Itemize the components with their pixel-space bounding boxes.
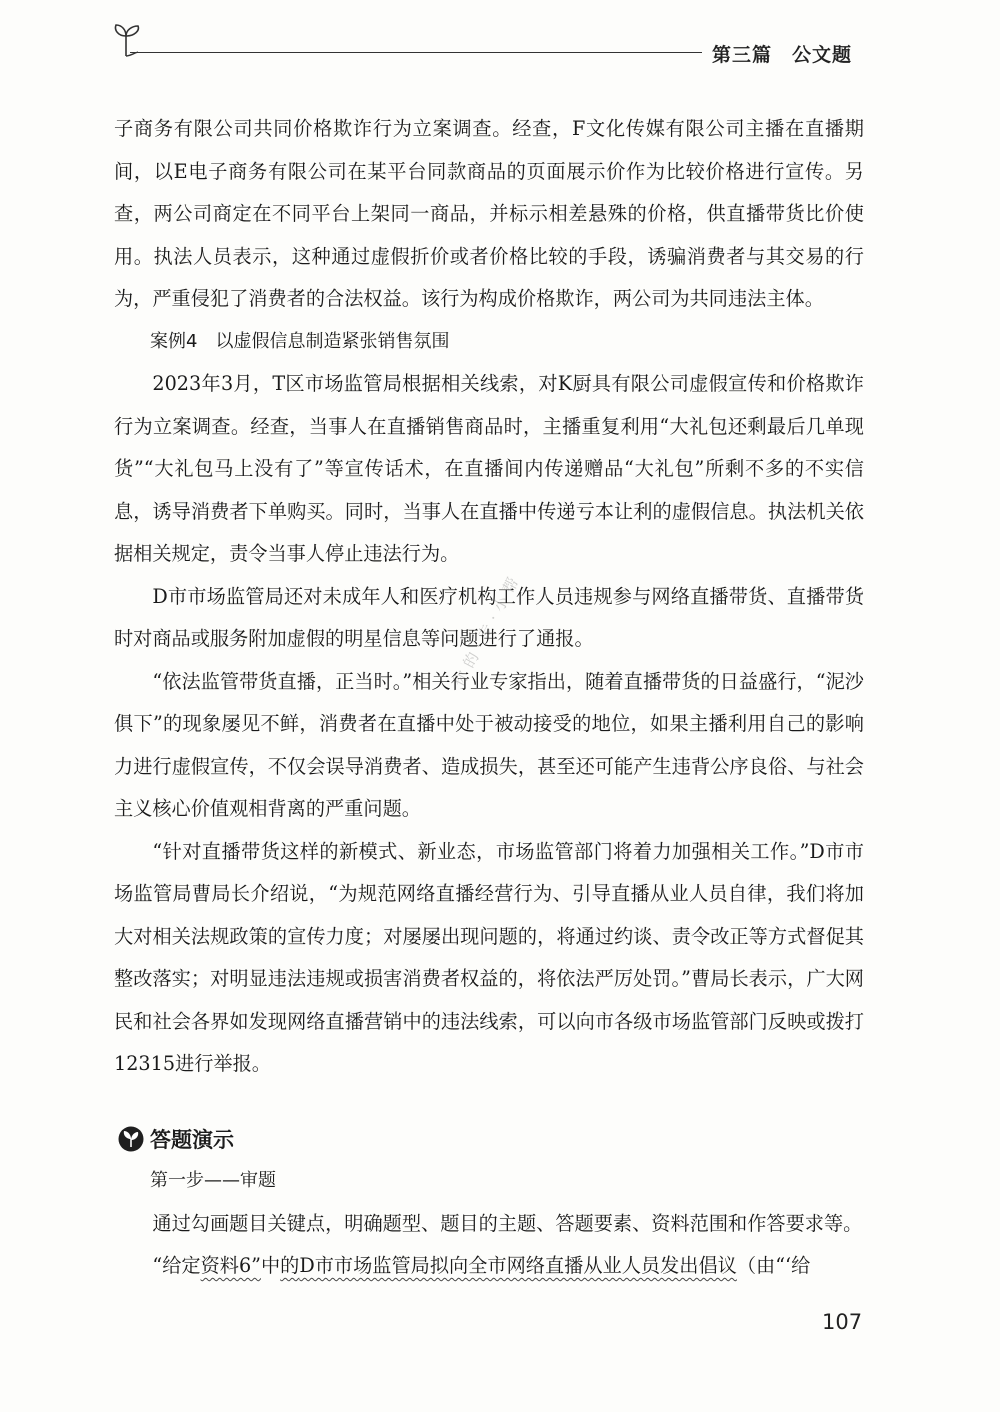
- section-header: 第三篇 公文题: [712, 44, 853, 66]
- paragraph: “针对直播带货这样的新模式、新业态，市场监管部门将着力加强相关工作。”D市市场监管局曹局长介绍说，“为规范网络直播经营行为、引导直播从业人员自律，我们将加大对相关法规政策的宣传力度；对屡屡出现问题的，将通过约谈、责令改正等方式督促其整改落实；对明显违法违规或损害消费者权益的，将依法严厉处罚。”曹局长表示，广大网民和社会各界如发现网络直播营销中的违法线索，可以向市各级市场监管部门反映或拨打12315进行举报。: [114, 839, 864, 1075]
- page-number: 107: [822, 1310, 863, 1334]
- body-text: [114, 108, 864, 1086]
- step-title: 第一步——审题: [150, 1170, 276, 1191]
- steps: [114, 1160, 864, 1288]
- quote-line: [114, 1245, 864, 1288]
- case-heading: 案例4 以虚假信息制造紧张销售氛围: [150, 330, 450, 352]
- paragraph: “依法监管带货直播，正当时。”相关行业专家指出，随着直播带货的日益盛行，“泥沙俱下”的现象屡见不鲜，消费者在直播中处于被动接受的地位，如果主播利用自己的影响力进行虚假宣传，不仅会误导消费者、造成损失，甚至还可能产生违背公序良俗、与社会主义核心价值观相背离的严重问题。: [114, 669, 864, 820]
- step-text: 通过勾画题目关键点，明确题型、题目的主题、答题要素、资料范围和作答要求等。: [152, 1211, 863, 1235]
- paragraph: D市市场监管局还对未成年人和医疗机构工作人员违规参与网络直播带货、直播带货时对商品或服务附加虚假的明星信息等问题进行了通报。: [114, 584, 864, 650]
- quote-part: 中: [260, 1254, 281, 1277]
- quote-part: （由“‘给: [736, 1254, 811, 1277]
- quote-part-underlined: 的: [280, 1254, 300, 1277]
- quote-part-underlined: 资料6”: [200, 1254, 261, 1277]
- answer-section-heading: [118, 1124, 234, 1154]
- watermark: 你的·专·小帮: [449, 569, 526, 690]
- paragraph: 子商务有限公司共同价格欺诈行为立案调查。经查，F文化传媒有限公司主播在直播期间，以E电子商务有限公司在某平台同款商品的页面展示价作为比较价格进行宣传。另查，两公司商定在不同平台上架同一商品，并标示相差悬殊的价格，供直播带货比价使用。执法人员表示，这种通过虚假折价或者价格比较的手段，诱骗消费者与其交易的行为，严重侵犯了消费者的合法权益。该行为构成价格欺诈，两公司为共同违法主体。: [114, 117, 864, 310]
- quote-part: “给定: [152, 1254, 201, 1277]
- leaf-circle-icon: [118, 1126, 144, 1152]
- quote-part-underlined: D市市场监管局拟向全市网络直播从业人员发出倡议: [299, 1254, 737, 1277]
- header-rule: [130, 52, 702, 53]
- section-title: 答题演示: [150, 1128, 234, 1152]
- paragraph: 2023年3月，T区市场监管局根据相关线索，对K厨具有限公司虚假宣传和价格欺诈行为立案调查。经查，当事人在直播销售商品时，主播重复利用“大礼包还剩最后几单现货”“大礼包马上没有了”等宣传话术，在直播间内传递赠品“大礼包”所剩不多的不实信息，诱导消费者下单购买。同时，当事人在直播中传递亏本让利的虚假信息。执法机关依据相关规定，责令当事人停止违法行为。: [114, 372, 864, 565]
